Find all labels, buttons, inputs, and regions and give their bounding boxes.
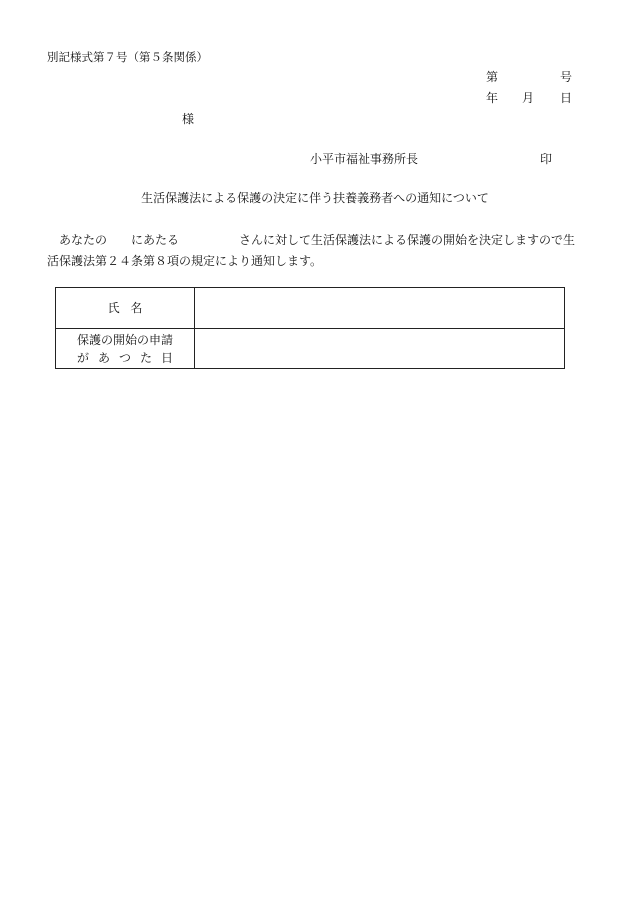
application-date-label-cell — [56, 329, 195, 369]
application-date-value-cell — [195, 329, 565, 369]
application-date-label-line-1: 保護の開始の申請 — [76, 332, 173, 347]
notice-body — [47, 230, 577, 272]
table-row — [56, 329, 565, 369]
recipient-honorific: 様 — [182, 112, 195, 126]
document-number-suffix: 号 — [560, 70, 573, 84]
form-label: 別記様式第７号（第５条関係） — [47, 50, 208, 64]
name-label-cell — [56, 288, 195, 329]
name-value-cell — [195, 288, 565, 329]
document-number-prefix: 第 — [486, 70, 499, 84]
recipient-info-table — [55, 287, 565, 369]
application-date-label-line-2: があつた日 — [76, 350, 182, 365]
seal-mark: 印 — [540, 152, 553, 166]
table-row — [56, 288, 565, 329]
issuer-name: 小平市福祉事務所長 — [310, 152, 419, 166]
date-month-label: 月 — [522, 91, 535, 105]
notice-body-line-2: 活保護法第２４条第８項の規定により通知します。 — [47, 254, 323, 268]
document-title: 生活保護法による保護の決定に伴う扶養義務者への通知について — [141, 191, 489, 205]
notice-body-line-1: あなたの にあたる さんに対して生活保護法による保護の開始を決定しますので生 — [47, 233, 576, 247]
date-year-label: 年 — [486, 91, 499, 105]
name-label: 氏名 — [107, 301, 154, 315]
date-day-label: 日 — [560, 91, 573, 105]
